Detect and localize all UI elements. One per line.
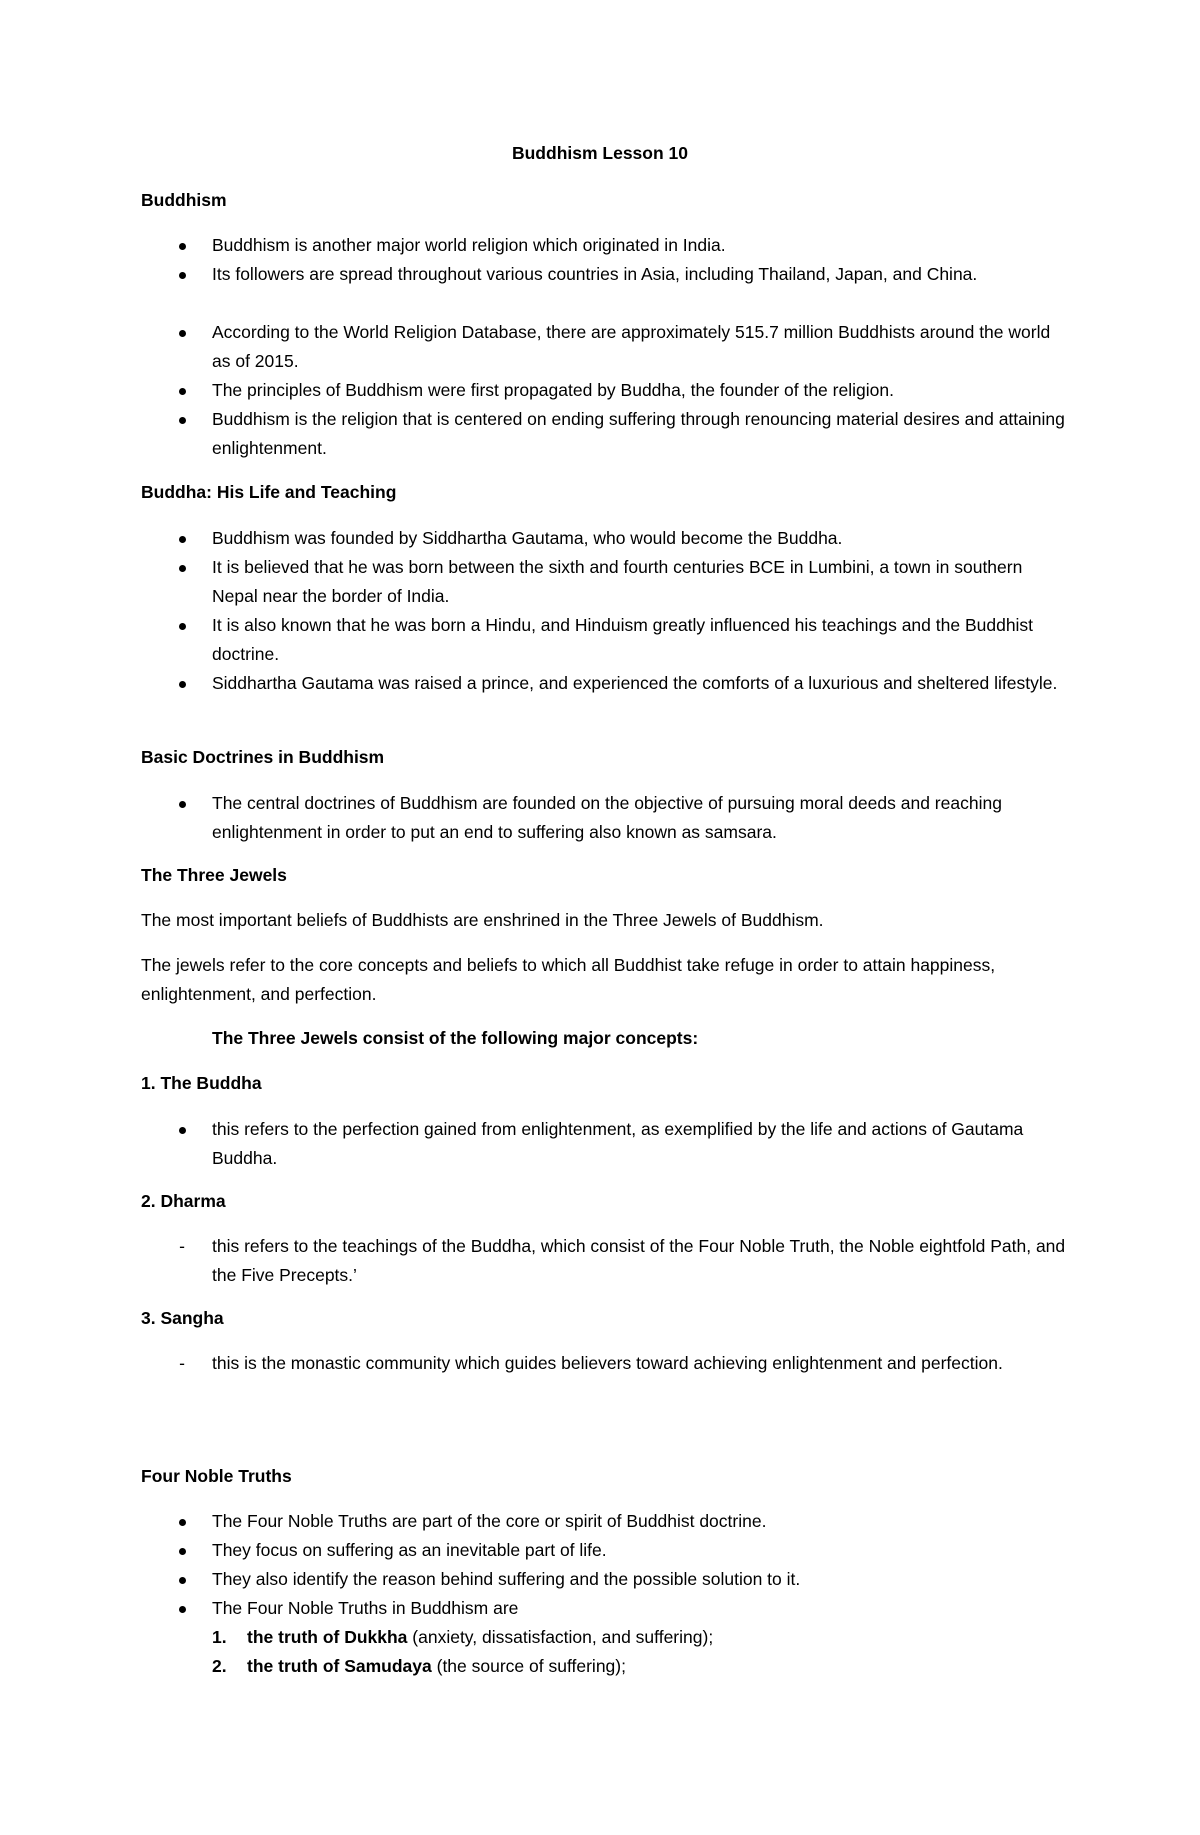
dash-marker: - <box>179 1236 185 1256</box>
bullet-icon <box>174 376 190 405</box>
list-item: Buddhism was founded by Siddhartha Gautama, who would become the Buddha. <box>212 528 843 548</box>
bullet-icon <box>174 669 190 698</box>
bullet-icon <box>174 260 190 289</box>
list-item: Buddhism is another major world religion which originated in India. <box>212 235 726 255</box>
bullet-icon <box>174 789 190 818</box>
list-item: The central doctrines of Buddhism are founded on the objective of pursuing moral deeds and reaching enlightenment in order to put an end to suffering also known as samsara. <box>212 793 1002 842</box>
section-heading-four-noble-truths: Four Noble Truths <box>141 1466 292 1486</box>
paragraph: The jewels refer to the core concepts and beliefs to which all Buddhist take refuge in order to attain happiness, enlightenment, and perfection. <box>141 955 996 1004</box>
list-item: The Four Noble Truths in Buddhism are <box>212 1598 519 1618</box>
bullet-icon <box>174 1536 190 1565</box>
section-heading-buddhism: Buddhism <box>141 190 227 210</box>
list-item: According to the World Religion Database, there are approximately 515.7 million Buddhists around the world as of 2015. <box>212 322 1051 371</box>
jewel-heading-buddha: 1. The Buddha <box>141 1073 262 1093</box>
paragraph: The most important beliefs of Buddhists are enshrined in the Three Jewels of Buddhism. <box>141 910 824 930</box>
list-item: The principles of Buddhism were first propagated by Buddha, the founder of the religion. <box>212 380 894 400</box>
bullet-icon <box>174 553 190 582</box>
dash-marker: - <box>179 1353 185 1373</box>
section-heading-three-jewels: The Three Jewels <box>141 865 287 885</box>
numbered-item <box>212 1652 1072 1681</box>
list-item: They also identify the reason behind suffering and the possible solution to it. <box>212 1569 801 1589</box>
list-item: It is also known that he was born a Hindu, and Hinduism greatly influenced his teachings and the Buddhist doctrine. <box>212 615 1034 664</box>
item-term: the truth of Dukkha <box>247 1627 408 1647</box>
bullet-icon <box>174 1594 190 1623</box>
item-number: 2. <box>212 1656 227 1676</box>
list-item: Its followers are spread throughout various countries in Asia, including Thailand, Japan, and China. <box>212 264 978 284</box>
list-item: Buddhism is the religion that is centered on ending suffering through renouncing material desires and attaining enlightenment. <box>212 409 1065 458</box>
list-item: this refers to the perfection gained from enlightenment, as exemplified by the life and actions of Gautama Buddha. <box>212 1119 1024 1168</box>
section-heading-basic-doctrines: Basic Doctrines in Buddhism <box>141 747 385 767</box>
list-item: It is believed that he was born between the sixth and fourth centuries BCE in Lumbini, a town in southern Nepal near the border of India. <box>212 557 1023 606</box>
list-item: this is the monastic community which guides believers toward achieving enlightenment and perfection. <box>212 1353 1003 1373</box>
bullet-icon <box>174 318 190 347</box>
jewel-heading-sangha: 3. Sangha <box>141 1308 224 1328</box>
bullet-icon <box>174 1115 190 1144</box>
subheading-three-jewels: The Three Jewels consist of the following major concepts: <box>212 1028 699 1048</box>
page-title: Buddhism Lesson 10 <box>511 143 688 163</box>
item-description: (the source of suffering); <box>431 1656 626 1676</box>
item-number: 1. <box>212 1627 227 1647</box>
item-description: (anxiety, dissatisfaction, and suffering); <box>407 1627 714 1647</box>
jewel-heading-dharma: 2. Dharma <box>141 1191 226 1211</box>
list-item: They focus on suffering as an inevitable part of life. <box>212 1540 607 1560</box>
item-term: the truth of Samudaya <box>247 1656 432 1676</box>
bullet-icon <box>174 405 190 434</box>
bullet-icon <box>174 1507 190 1536</box>
numbered-item <box>212 1623 1072 1652</box>
list-item: Siddhartha Gautama was raised a prince, and experienced the comforts of a luxurious and sheltered lifestyle. <box>212 673 1058 693</box>
bullet-icon <box>174 1565 190 1594</box>
list-item: The Four Noble Truths are part of the core or spirit of Buddhist doctrine. <box>212 1511 767 1531</box>
bullet-icon <box>174 231 190 260</box>
section-heading-life-and-teaching: Buddha: His Life and Teaching <box>141 482 397 502</box>
list-item: this refers to the teachings of the Buddha, which consist of the Four Noble Truth, the Noble eightfold Path, and the Five Precepts.’ <box>212 1236 1066 1285</box>
bullet-icon <box>174 524 190 553</box>
bullet-icon <box>174 611 190 640</box>
